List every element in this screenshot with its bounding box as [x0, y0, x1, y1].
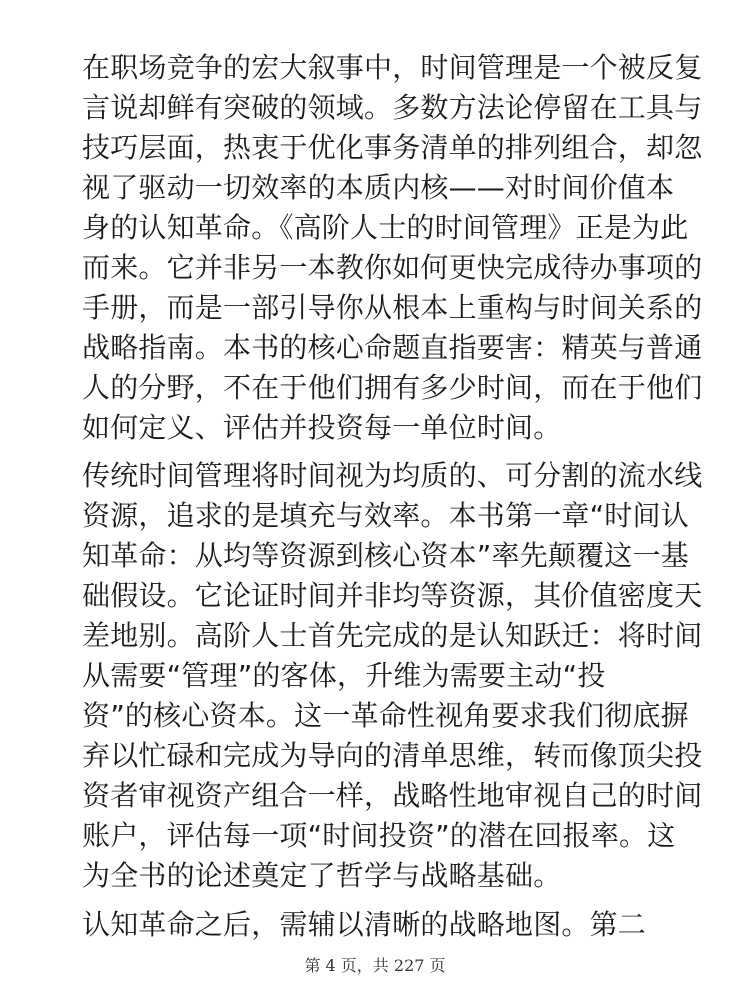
text-line: 战略指南。本书的核心命题直指要害：精英与普通 — [82, 331, 703, 364]
text-line: 视了驱动一切效率的本质内核——对时间价值本 — [82, 171, 675, 204]
text-line: 技巧层面，热衷于优化事务清单的排列组合，却忽 — [82, 131, 703, 164]
text-line: 资者审视资产组合一样，战略性地审视自己的时间 — [82, 779, 703, 812]
text-line: 在职场竞争的宏大叙事中，时间管理是一个被反复 — [82, 51, 703, 84]
text-line: 为全书的论述奠定了哲学与战略基础。 — [82, 859, 562, 892]
paragraph-3 — [82, 905, 682, 945]
text-line: 础假设。它论证时间并非均等资源，其价值密度天 — [82, 579, 703, 612]
text-line: 传统时间管理将时间视为均质的、可分割的流水线 — [82, 459, 703, 492]
text-line: 言说却鲜有突破的领域。多数方法论停留在工具与 — [82, 91, 703, 124]
text-line: 身的认知革命。《高阶人士的时间管理》正是为此 — [82, 211, 689, 244]
text-line: 人的分野，不在于他们拥有多少时间，而在于他们 — [82, 371, 703, 404]
paragraph-1 — [82, 48, 703, 448]
text-line: 账户，评估每一项“时间投资”的潜在回报率。这 — [82, 819, 676, 852]
text-line: 资”的核心资本。这一革命性视角要求我们彻底摒 — [82, 699, 689, 732]
text-line: 如何定义、评估并投资每一单位时间。 — [82, 411, 562, 444]
text-line: 差地别。高阶人士首先完成的是认知跃迁：将时间 — [82, 619, 703, 652]
text-line: 从需要“管理”的客体，升维为需要主动“投 — [82, 659, 606, 692]
text-line: 认知革命之后，需辅以清晰的战略地图。第二 — [82, 908, 647, 941]
text-line: 知革命：从均等资源到核心资本”率先颠覆这一基 — [82, 539, 689, 572]
text-line: 弃以忙碌和完成为导向的清单思维，转而像顶尖投 — [82, 739, 703, 772]
page-number-footer: 第 4 页，共 227 页 — [304, 956, 446, 975]
text-line: 手册，而是一部引导你从根本上重构与时间关系的 — [82, 291, 703, 324]
paragraph-2 — [82, 456, 703, 896]
text-line: 资源，追求的是填充与效率。本书第一章“时间认 — [82, 499, 689, 532]
text-line: 而来。它并非另一本教你如何更快完成待办事项的 — [82, 251, 703, 284]
